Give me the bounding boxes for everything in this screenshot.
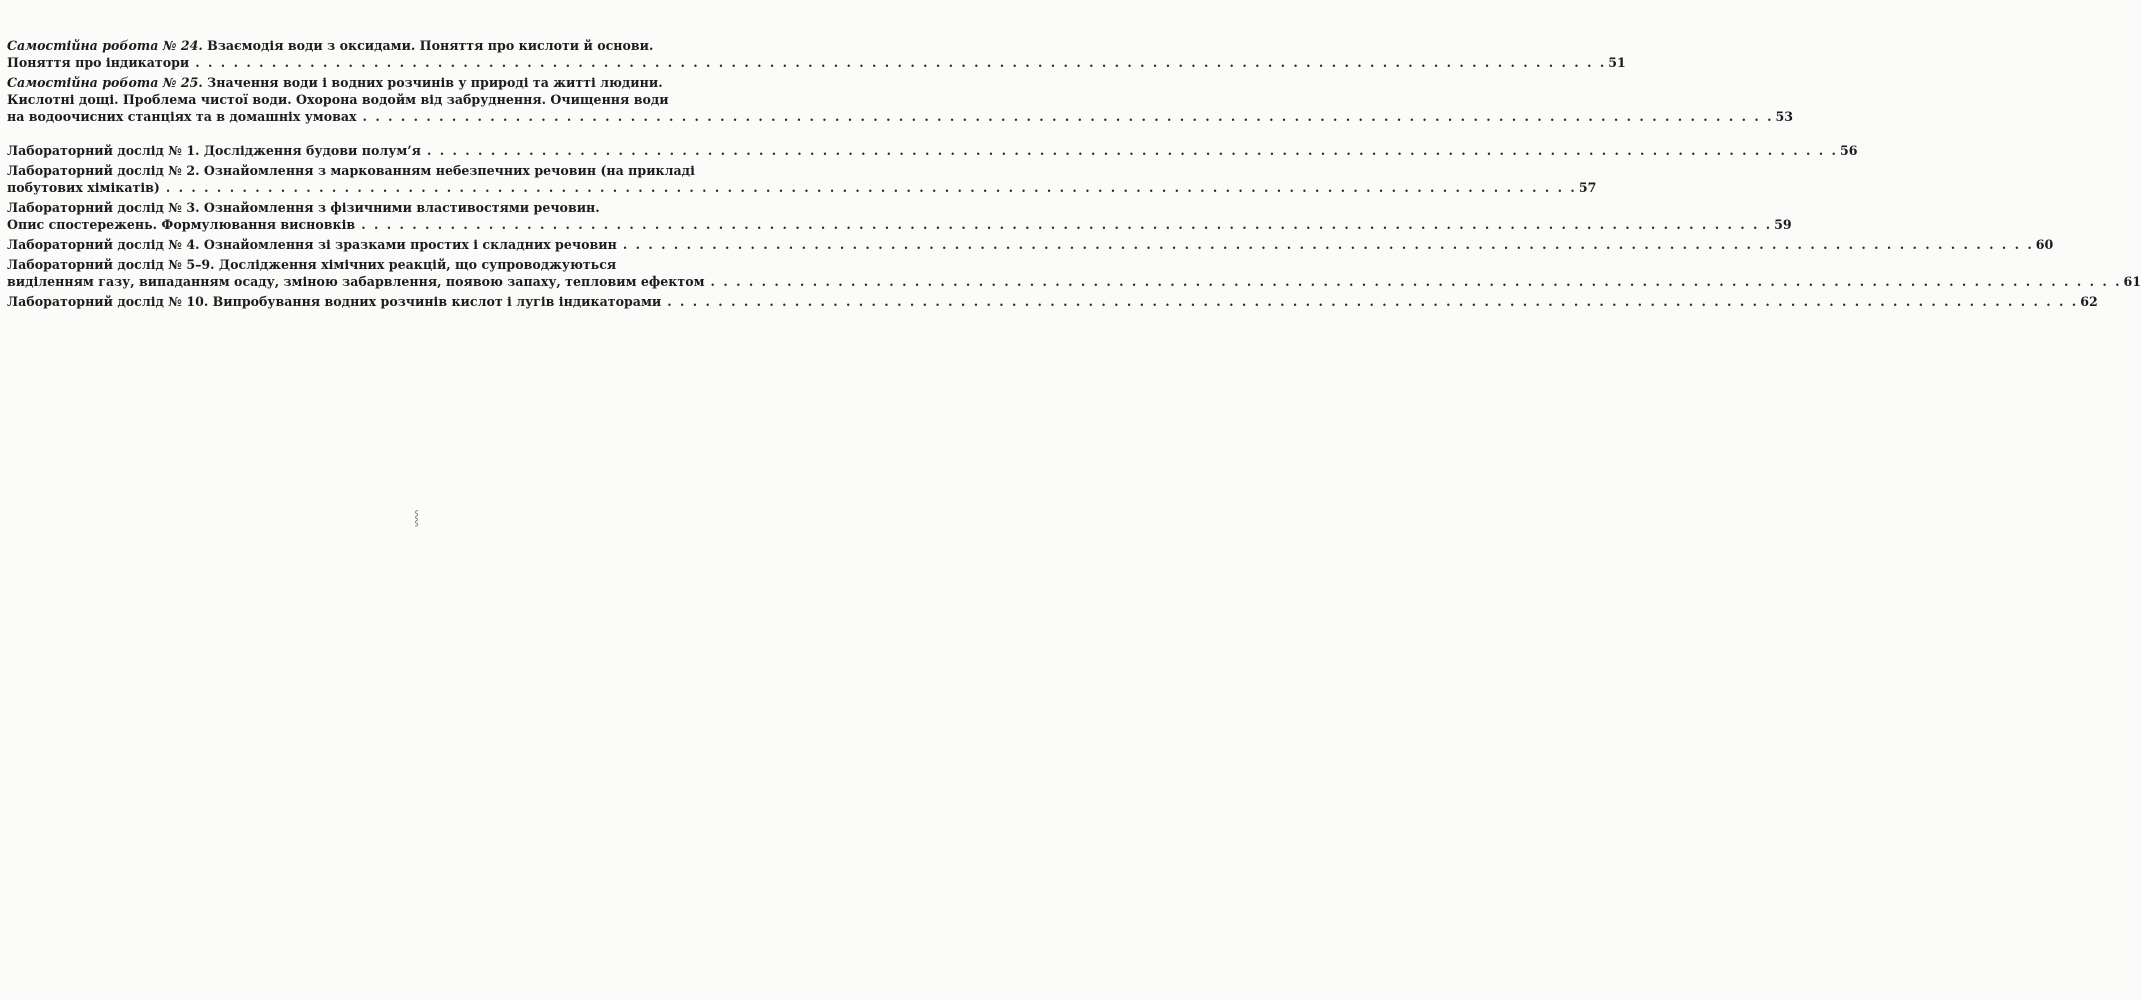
dot-leader: . . . . . . . . . . . . . . . . . . . . . . . . . . . . . . . . . . . . . . . . . . . . . . . . . . . . . . . . . . . . . . . . . . . . . . . . . . . . . . . . . . . . . . . . . . . . . . . . . . . . . . . . . . . . . . . [426, 143, 1838, 158]
page-number: 62 [2080, 294, 2098, 309]
toc-entry-last-line [7, 179, 1597, 196]
toc-entry-last-line [7, 142, 1858, 159]
page-number: 57 [1578, 180, 1597, 195]
entry-title-end: на водоочисних станціях та в домашніх умовах [7, 109, 357, 124]
toc-entry-lab-4[interactable] [7, 236, 2054, 253]
toc-entry-line: Лабораторний дослід № 5–9. Дослідження хімічних реакцій, що супроводжуються [7, 257, 617, 272]
entry-title: Взаємодія води з оксидами. Поняття про кислоти й основи. [207, 38, 654, 53]
entry-title-end: Поняття про індикатори [7, 55, 190, 70]
toc-entry-last-line [7, 273, 2141, 290]
toc-entry-lab-10[interactable] [7, 293, 2098, 310]
dot-leader: . . . . . . . . . . . . . . . . . . . . . . . . . . . . . . . . . . . . . . . . . . . . . . . . . . . . . . . . . . . . . . . . . . . . . . . . . . . . . . . . . . . . . . . . . . . . . . . . . . . . . . . . . . . . . . . [195, 55, 1607, 70]
scan-speck: ⸾ [414, 510, 420, 526]
entry-kind: Самостійна робота [7, 75, 159, 90]
toc-entry-independent-work-24[interactable] [7, 37, 1626, 71]
table-of-contents [7, 37, 2141, 313]
toc-entry-lab-5-9[interactable] [7, 256, 2141, 290]
entry-kind: Самостійна робота [7, 38, 159, 53]
toc-entry-last-line [7, 293, 2098, 310]
page-number: 60 [2035, 237, 2054, 252]
entry-number: № 24. [162, 38, 203, 53]
entry-title: Значення води і водних розчинів у природі та житті людини. [207, 75, 663, 90]
entry-title-end: побутових хімікатів) [7, 180, 160, 195]
toc-entry-lab-2[interactable] [7, 162, 1597, 196]
toc-entry-line: Лабораторний дослід № 2. Ознайомлення з маркованням небезпечних речовин (на прикладі [7, 163, 695, 178]
page-number: 51 [1608, 55, 1626, 70]
entry-title: Лабораторний дослід № 4. Ознайомлення зі зразками простих і складних речовин [7, 237, 617, 252]
dot-leader: . . . . . . . . . . . . . . . . . . . . . . . . . . . . . . . . . . . . . . . . . . . . . . . . . . . . . . . . . . . . . . . . . . . . . . . . . . . . . . . . . . . . . . . . . . . . . . . . . . . . . . . . . . . . . . . [710, 274, 2122, 289]
toc-entry-last-line [7, 216, 1792, 233]
page-number: 59 [1774, 217, 1792, 232]
toc-entry-lab-1[interactable] [7, 142, 1858, 159]
dot-leader: . . . . . . . . . . . . . . . . . . . . . . . . . . . . . . . . . . . . . . . . . . . . . . . . . . . . . . . . . . . . . . . . . . . . . . . . . . . . . . . . . . . . . . . . . . . . . . . . . . . . . . . . . . . . . . . [165, 180, 1577, 195]
section-gap [7, 128, 712, 142]
toc-entry-last-line [7, 54, 1626, 71]
dot-leader: . . . . . . . . . . . . . . . . . . . . . . . . . . . . . . . . . . . . . . . . . . . . . . . . . . . . . . . . . . . . . . . . . . . . . . . . . . . . . . . . . . . . . . . . . . . . . . . . . . . . . . . . . . . . . . . [361, 217, 1773, 232]
entry-title-end: виділенням газу, випаданням осаду, зміною забарвлення, появою запаху, тепловим ефектом [7, 274, 705, 289]
entry-number: № 25. [162, 75, 203, 90]
toc-entry-independent-work-25[interactable] [7, 74, 1794, 125]
entry-title-end: Опис спостережень. Формулювання висновків [7, 217, 356, 232]
toc-entry-line [7, 37, 712, 54]
toc-entry-lab-3[interactable] [7, 199, 1792, 233]
dot-leader: . . . . . . . . . . . . . . . . . . . . . . . . . . . . . . . . . . . . . . . . . . . . . . . . . . . . . . . . . . . . . . . . . . . . . . . . . . . . . . . . . . . . . . . . . . . . . . . . . . . . . . . . . . . . . . . [362, 109, 1774, 124]
toc-entry-line [7, 74, 712, 91]
toc-entry-line: Кислотні дощі. Проблема чистої води. Охорона водойм від забруднення. Очищення води [7, 92, 669, 107]
page-number: 61 [2123, 274, 2141, 289]
dot-leader: . . . . . . . . . . . . . . . . . . . . . . . . . . . . . . . . . . . . . . . . . . . . . . . . . . . . . . . . . . . . . . . . . . . . . . . . . . . . . . . . . . . . . . . . . . . . . . . . . . . . . . . . . . . . . . . [622, 237, 2034, 252]
dot-leader: . . . . . . . . . . . . . . . . . . . . . . . . . . . . . . . . . . . . . . . . . . . . . . . . . . . . . . . . . . . . . . . . . . . . . . . . . . . . . . . . . . . . . . . . . . . . . . . . . . . . . . . . . . . . . . . [667, 294, 2079, 309]
entry-title: Лабораторний дослід № 1. Дослідження будови полум’я [7, 143, 421, 158]
page-number: 56 [1839, 143, 1858, 158]
entry-title: Лабораторний дослід № 10. Випробування водних розчинів кислот і лугів індикаторами [7, 294, 662, 309]
toc-entry-last-line [7, 108, 1794, 125]
toc-entry-last-line [7, 236, 2054, 253]
page-number: 53 [1775, 109, 1794, 124]
toc-entry-line: Лабораторний дослід № 3. Ознайомлення з фізичними властивостями речовин. [7, 200, 600, 215]
